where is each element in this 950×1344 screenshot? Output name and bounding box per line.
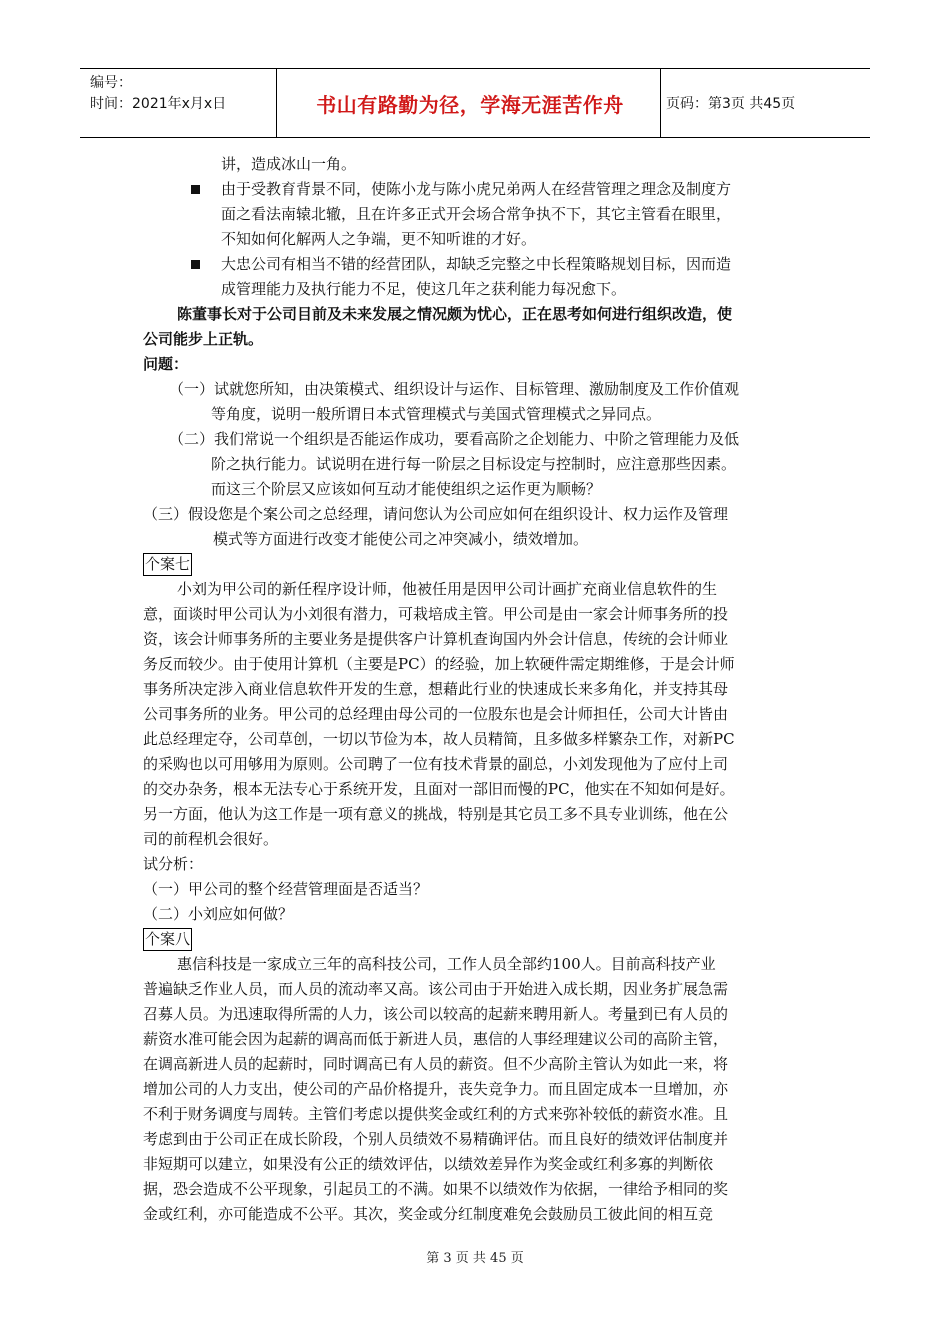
bold-paragraph-line: 陈董事长对于公司目前及未来发展之情况颇为忧心，正在思考如何进行组织改造，使 bbox=[177, 305, 733, 323]
header-motto: 书山有路勤为径，学海无涯苦作舟 bbox=[316, 92, 624, 117]
paragraph-line: 考虑到由于公司正在成长阶段，个别人员绩效不易精确评估。而且良好的绩效评估制度并 bbox=[143, 1130, 729, 1148]
text-line: 讲，造成冰山一角。 bbox=[221, 155, 357, 173]
question-line: 模式等方面进行改变才能使公司之冲突减小，绩效增加。 bbox=[213, 530, 589, 548]
document-body bbox=[143, 152, 807, 1227]
question-line: （一）试就您所知，由决策模式、组织设计与运作、目标管理、激励制度及工作价值观 bbox=[169, 380, 740, 398]
paragraph-line: 公司事务所的业务。甲公司的总经理由母公司的一位股东也是会计师担任，公司大计皆由 bbox=[143, 705, 729, 723]
case-label: 个案八 bbox=[143, 928, 192, 951]
paragraph-line: 普遍缺乏作业人员，而人员的流动率又高。该公司由于开始进入成长期，因业务扩展急需 bbox=[143, 980, 729, 998]
text-line: 面之看法南辕北辙，且在许多正式开会场合常争执不下，其它主管看在眼里， bbox=[221, 205, 732, 223]
case-label: 个案七 bbox=[143, 553, 192, 576]
questions-title: 问题： bbox=[143, 355, 189, 373]
paragraph-line: 另一方面，他认为这工作是一项有意义的挑战，特别是其它员工多不具专业训练，他在公 bbox=[143, 805, 729, 823]
bullet-text: 大忠公司有相当不错的经营团队，却缺乏完整之中长程策略规划目标，因而造 bbox=[221, 255, 732, 273]
case-heading bbox=[143, 552, 807, 577]
paragraph-line: 的交办杂务，根本无法专心于系统开发，且面对一部旧而慢的PC，他实在不知如何是好。 bbox=[143, 780, 735, 798]
paragraph-line: 务反而较少。由于使用计算机（主要是PC）的经验，加上软硬件需定期维修，于是会计师 bbox=[143, 655, 735, 673]
header-divider bbox=[276, 69, 277, 137]
paragraph-line: 在调高新进人员的起薪时，同时调高已有人员的薪资。但不少高阶主管认为如此一来，将 bbox=[143, 1055, 729, 1073]
paragraph-line: 增加公司的人力支出，使公司的产品价格提升，丧失竞争力。而且固定成本一旦增加，亦 bbox=[143, 1080, 729, 1098]
number-label: 编号： bbox=[90, 75, 132, 91]
question-line: （三）假设您是个案公司之总经理，请问您认为公司应如何在组织设计、权力运作及管理 bbox=[143, 505, 729, 523]
paragraph-line: 意，面谈时甲公司认为小刘很有潜力，可栽培成主管。甲公司是由一家会计师事务所的投 bbox=[143, 605, 729, 623]
time-label: 时间：2021年x月x日 bbox=[90, 96, 227, 112]
paragraph-line: 此总经理定夺，公司草创，一切以节俭为本，故人员精简，且多做多样繁杂工作，对新PC bbox=[143, 730, 735, 748]
paragraph-line: 不利于财务调度与周转。主管们考虑以提供奖金或红利的方式来弥补较低的薪资水准。且 bbox=[143, 1105, 729, 1123]
square-bullet-icon bbox=[191, 260, 200, 269]
question-line: 等角度，说明一般所谓日本式管理模式与美国式管理模式之异同点。 bbox=[211, 405, 662, 423]
paragraph-line: 司的前程机会很好。 bbox=[143, 830, 279, 848]
question-line: （二）我们常说一个组织是否能运作成功，要看高阶之企划能力、中阶之管理能力及低 bbox=[169, 430, 740, 448]
paragraph-line: 惠信科技是一家成立三年的高科技公司，工作人员全部约100人。目前高科技产业 bbox=[177, 955, 716, 973]
paragraph-line: 召募人员。为迅速取得所需的人力，该公司以较高的起薪来聘用新人。考量到已有人员的 bbox=[143, 1005, 729, 1023]
square-bullet-icon bbox=[191, 185, 200, 194]
paragraph-line: 的采购也以可用够用为原则。公司聘了一位有技术背景的副总，小刘发现他为了应付上司 bbox=[143, 755, 729, 773]
question-line: 阶之执行能力。试说明在进行每一阶层之目标设定与控制时，应注意那些因素。 bbox=[211, 455, 737, 473]
header-meta bbox=[90, 73, 268, 115]
bullet-item bbox=[143, 177, 807, 202]
bold-paragraph-line: 公司能步上正轨。 bbox=[143, 330, 264, 348]
header-divider bbox=[660, 69, 661, 137]
analysis-question: （一）甲公司的整个经营管理面是否适当？ bbox=[143, 880, 429, 898]
header-page-info: 页码：第3页 共45页 bbox=[666, 96, 796, 112]
text-line: 不知如何化解两人之争端，更不知听谁的才好。 bbox=[221, 230, 537, 248]
analysis-title: 试分析： bbox=[143, 855, 204, 873]
paragraph-line: 薪资水准可能会因为起薪的调高而低于新进人员，惠信的人事经理建议公司的高阶主管， bbox=[143, 1030, 729, 1048]
bullet-text: 由于受教育背景不同，使陈小龙与陈小虎兄弟两人在经营管理之理念及制度方 bbox=[221, 180, 732, 198]
analysis-question: （二）小刘应如何做？ bbox=[143, 905, 294, 923]
case-heading bbox=[143, 927, 807, 952]
paragraph-line: 据，恐会造成不公平现象，引起员工的不满。如果不以绩效作为依据，一律给予相同的奖 bbox=[143, 1180, 729, 1198]
question-line: 而这三个阶层又应该如何互动才能使组织之运作更为顺畅？ bbox=[211, 480, 602, 498]
paragraph-line: 事务所决定涉入商业信息软件开发的生意，想藉此行业的快速成长来多角化，并支持其母 bbox=[143, 680, 729, 698]
page-footer: 第 3 页 共 45 页 bbox=[426, 1251, 524, 1266]
paragraph-line: 资，该会计师事务所的主要业务是提供客户计算机查询国内外会计信息，传统的会计师业 bbox=[143, 630, 729, 648]
bullet-item bbox=[143, 252, 807, 277]
paragraph-line: 非短期可以建立，如果没有公正的绩效评估，以绩效差异作为奖金或红利多寡的判断依 bbox=[143, 1155, 714, 1173]
paragraph-line: 小刘为甲公司的新任程序设计师，他被任用是因甲公司计画扩充商业信息软件的生 bbox=[177, 580, 718, 598]
paragraph-line: 金或红利，亦可能造成不公平。其次，奖金或分红制度难免会鼓励员工彼此间的相互竞 bbox=[143, 1205, 714, 1223]
page-header bbox=[80, 68, 870, 138]
text-line: 成管理能力及执行能力不足，使这几年之获利能力每况愈下。 bbox=[221, 280, 627, 298]
